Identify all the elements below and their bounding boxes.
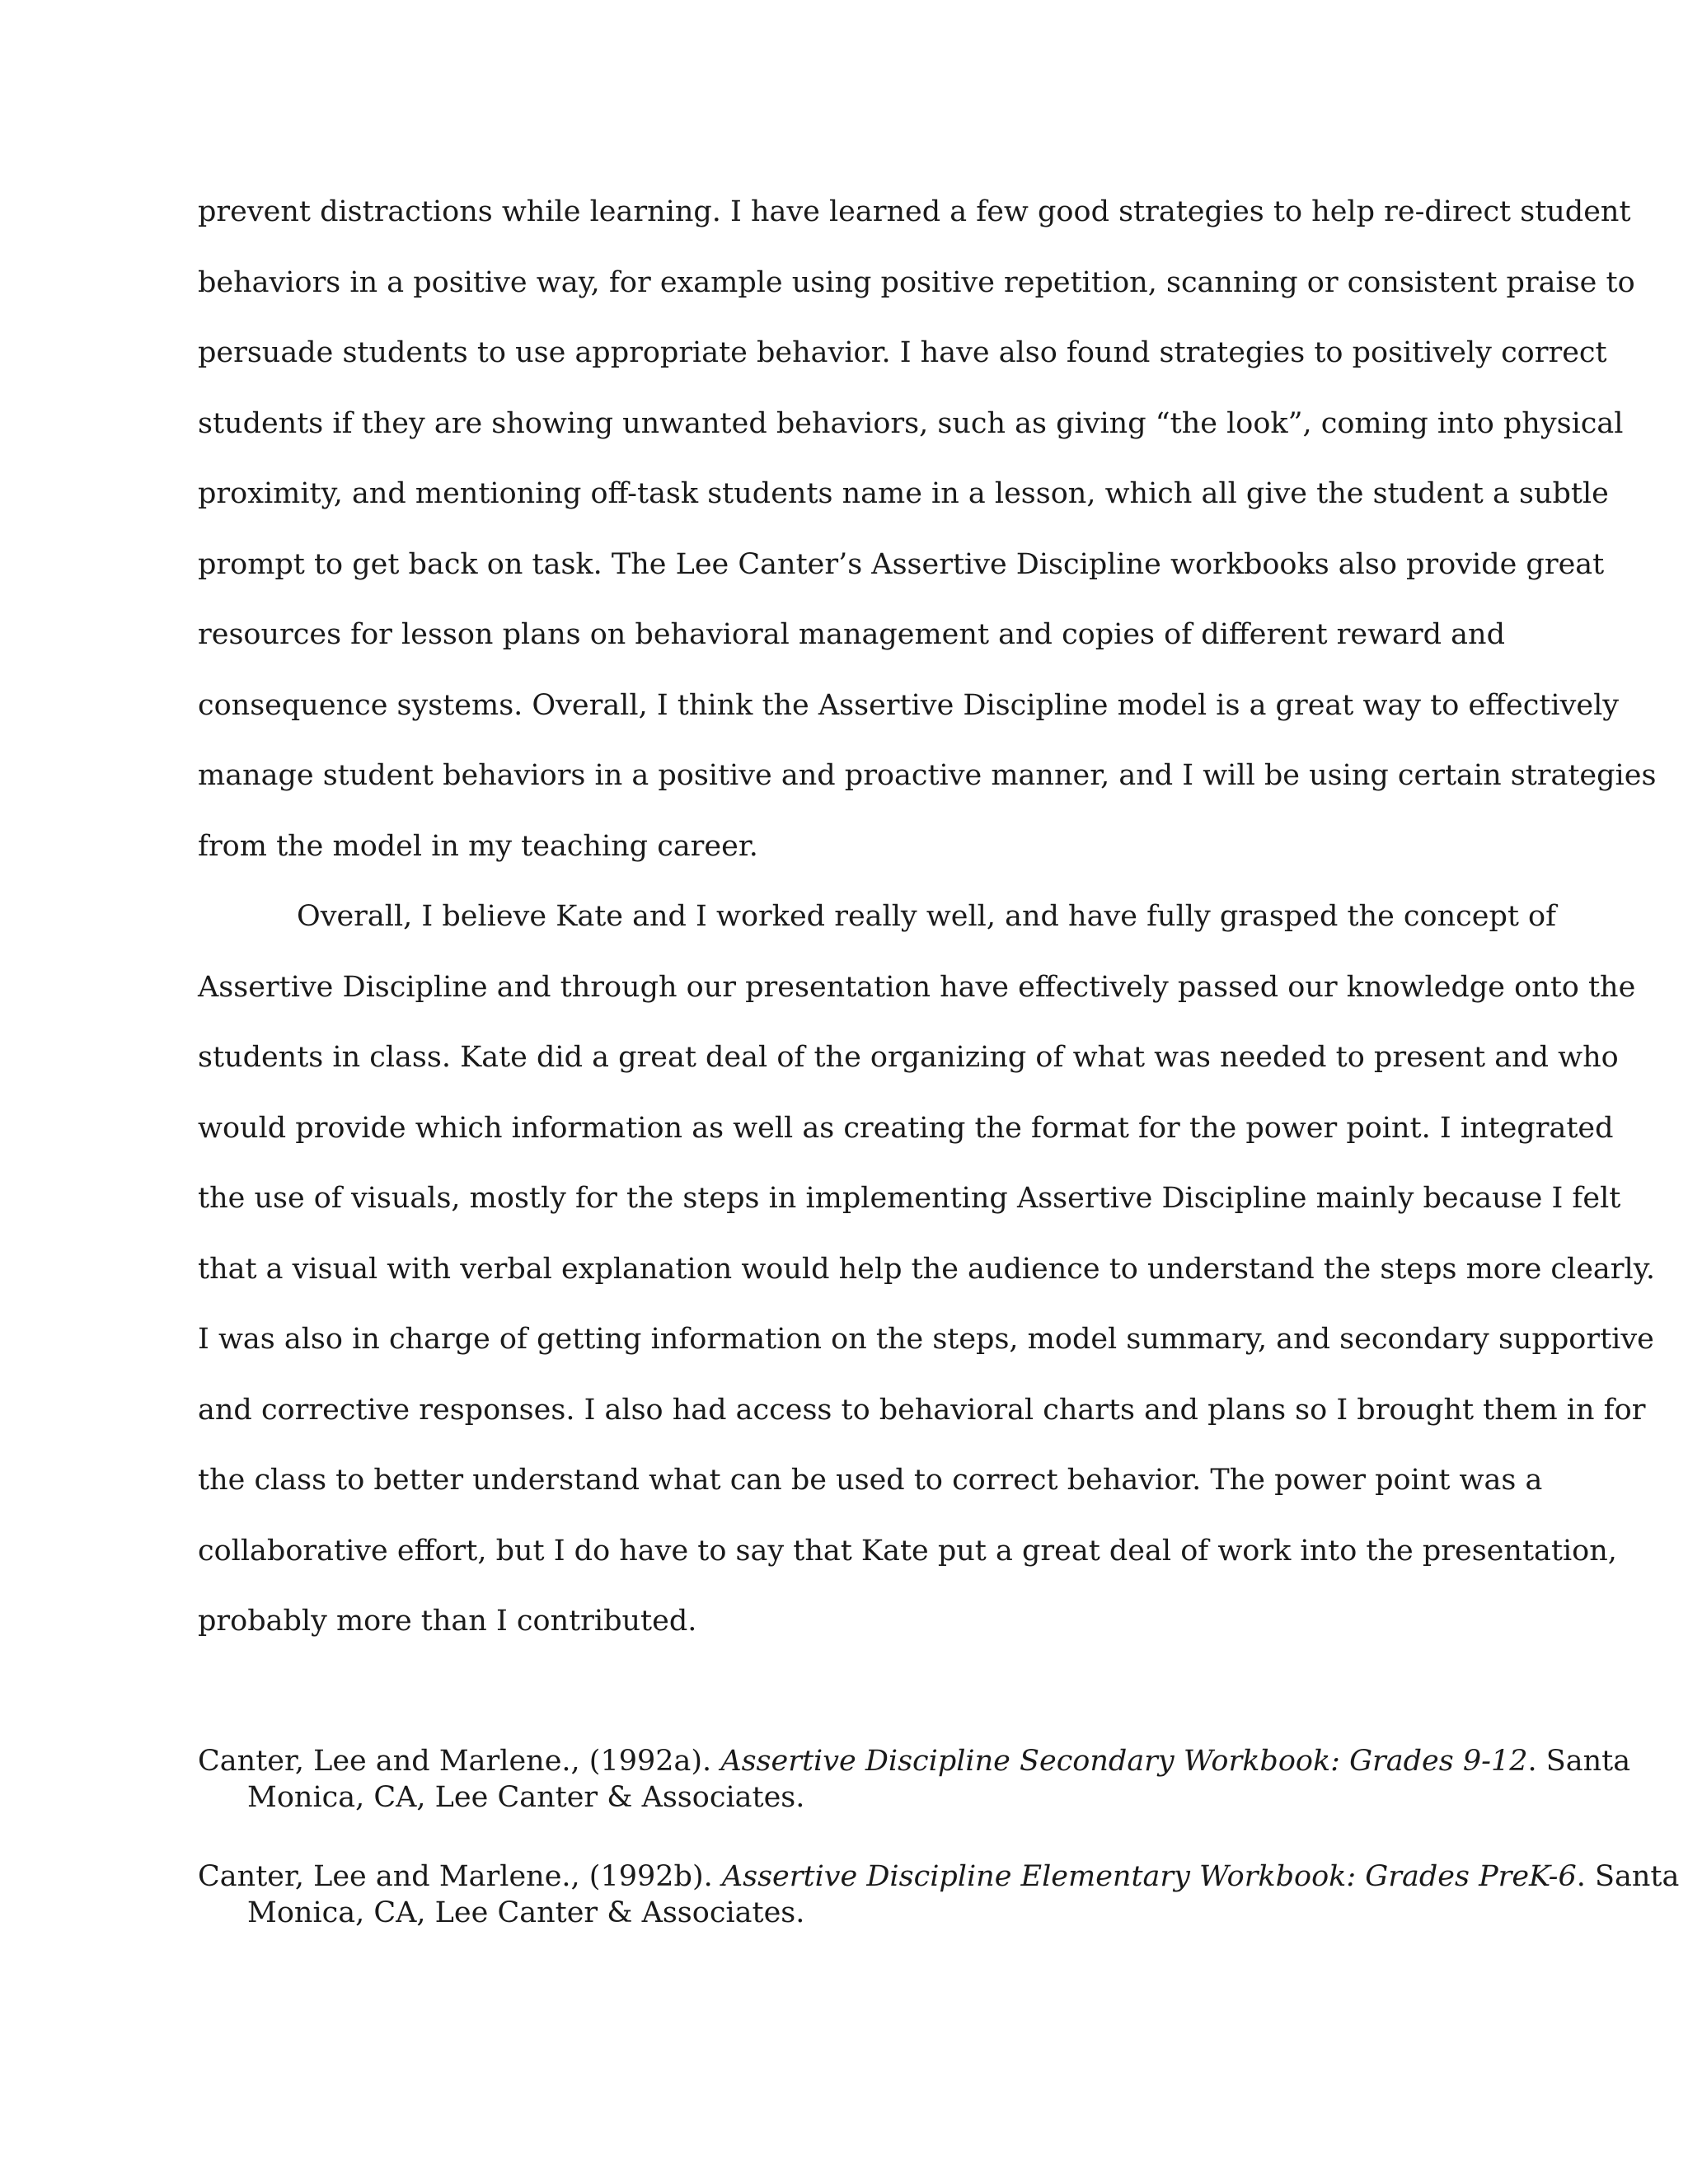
paragraph-2-line: Assertive Discipline and through our presentation have effectively passed our knowledge onto the	[198, 971, 1636, 1004]
paragraph-2-line: students in class. Kate did a great deal of the organizing of what was needed to present and who	[198, 1041, 1619, 1074]
reference-title: Assertive Discipline Secondary Workbook: Grades 9-12	[720, 1745, 1528, 1778]
paragraph-1-line: prompt to get back on task. The Lee Canter’s Assertive Discipline workbooks also provide great	[198, 548, 1605, 581]
paragraph-1-line: behaviors in a positive way, for example using positive repetition, scanning or consistent praise to	[198, 266, 1635, 299]
paragraph-1-line: prevent distractions while learning. I have learned a few good strategies to help re-direct student	[198, 195, 1631, 228]
paragraph-1-line: proximity, and mentioning off-task students name in a lesson, which all give the student a subtle	[198, 477, 1609, 510]
paragraph-1-line: resources for lesson plans on behavioral management and copies of different reward and	[198, 618, 1505, 651]
reference-continuation: Monica, CA, Lee Canter & Associates.	[247, 1896, 805, 1929]
reference-authors: Canter, Lee and Marlene., (1992b).	[198, 1860, 722, 1893]
paragraph-1-line: persuade students to use appropriate behavior. I have also found strategies to positively correct	[198, 336, 1607, 369]
paragraph-1-line: from the model in my teaching career.	[198, 830, 758, 863]
paragraph-2-line: collaborative effort, but I do have to say that Kate put a great deal of work into the presentation,	[198, 1535, 1617, 1568]
paragraph-2-line: the use of visuals, mostly for the steps in implementing Assertive Discipline mainly because I felt	[198, 1182, 1621, 1215]
reference-continuation: Monica, CA, Lee Canter & Associates.	[247, 1781, 805, 1814]
reference-first-line	[198, 1860, 1680, 1893]
reference-title: Assertive Discipline Elementary Workbook: Grades PreK-6	[721, 1860, 1577, 1893]
paragraph-2-line: that a visual with verbal explanation would help the audience to understand the steps more clearly.	[198, 1253, 1655, 1286]
paragraph-2-line: the class to better understand what can be used to correct behavior. The power point was a	[198, 1464, 1543, 1497]
reference-first-line	[198, 1747, 1630, 1776]
reference-after-title: . Santa	[1527, 1745, 1631, 1778]
paragraph-2-line: would provide which information as well as creating the format for the power point. I integrated	[198, 1112, 1614, 1145]
reference-authors: Canter, Lee and Marlene., (1992a).	[198, 1745, 721, 1778]
paragraph-2-line: I was also in charge of getting information on the steps, model summary, and secondary supportive	[198, 1323, 1654, 1356]
paragraph-2-line: probably more than I contributed.	[198, 1605, 697, 1638]
reference-after-title: . Santa	[1576, 1860, 1680, 1893]
paragraph-2-line: and corrective responses. I also had access to behavioral charts and plans so I brought them in for	[198, 1394, 1646, 1427]
paragraph-1-line: manage student behaviors in a positive and proactive manner, and I will be using certain strategies	[198, 759, 1657, 792]
paragraph-2-line: Overall, I believe Kate and I worked really well, and have fully grasped the concept of	[297, 900, 1557, 933]
paragraph-1-line: consequence systems. Overall, I think the Assertive Discipline model is a great way to effectively	[198, 689, 1620, 722]
paragraph-1-line: students if they are showing unwanted behaviors, such as giving “the look”, coming into physical	[198, 407, 1624, 440]
